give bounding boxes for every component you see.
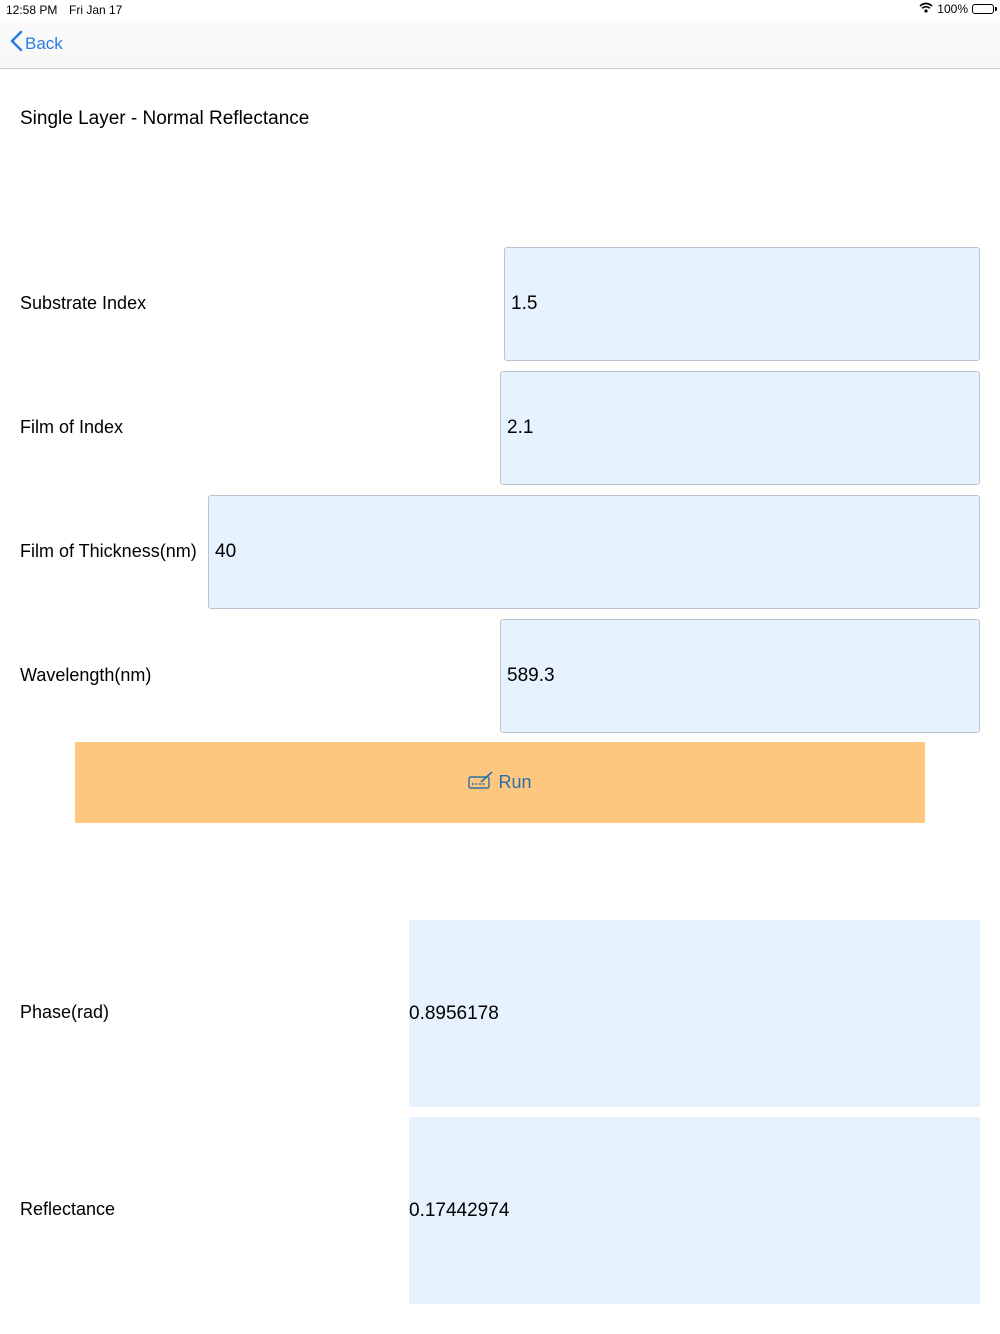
phase-output: 0.8956178 [409, 920, 980, 1107]
back-button[interactable] [10, 30, 63, 57]
status-bar [0, 0, 1000, 20]
battery-icon [972, 4, 994, 14]
page-title: Single Layer - Normal Reflectance [20, 108, 310, 129]
keyboard-pen-icon [468, 770, 494, 795]
film-index-label: Film of Index [20, 417, 124, 437]
reflectance-label: Reflectance [20, 1199, 116, 1219]
wifi-icon [919, 2, 933, 16]
film-thickness-label: Film of Thickness(nm) [20, 541, 197, 561]
wavelength-input[interactable]: 589.3 [500, 619, 980, 733]
film-index-input[interactable]: 2.1 [500, 371, 980, 485]
navigation-bar [0, 20, 1000, 69]
wavelength-label: Wavelength(nm) [20, 665, 152, 685]
phase-label: Phase(rad) [20, 1002, 110, 1022]
status-right [919, 2, 994, 16]
reflectance-output: 0.17442974 [409, 1117, 980, 1304]
run-label: Run [498, 772, 532, 792]
status-date: Fri Jan 17 [69, 3, 123, 17]
back-label: Back [25, 33, 63, 53]
status-time: 12:58 PM [6, 3, 58, 17]
chevron-left-icon [10, 30, 23, 57]
substrate-index-input[interactable]: 1.5 [504, 247, 980, 361]
film-thickness-input[interactable]: 40 [208, 495, 980, 609]
substrate-index-label: Substrate Index [20, 293, 147, 313]
run-button[interactable] [75, 742, 925, 823]
battery-percent: 100% [937, 2, 968, 16]
